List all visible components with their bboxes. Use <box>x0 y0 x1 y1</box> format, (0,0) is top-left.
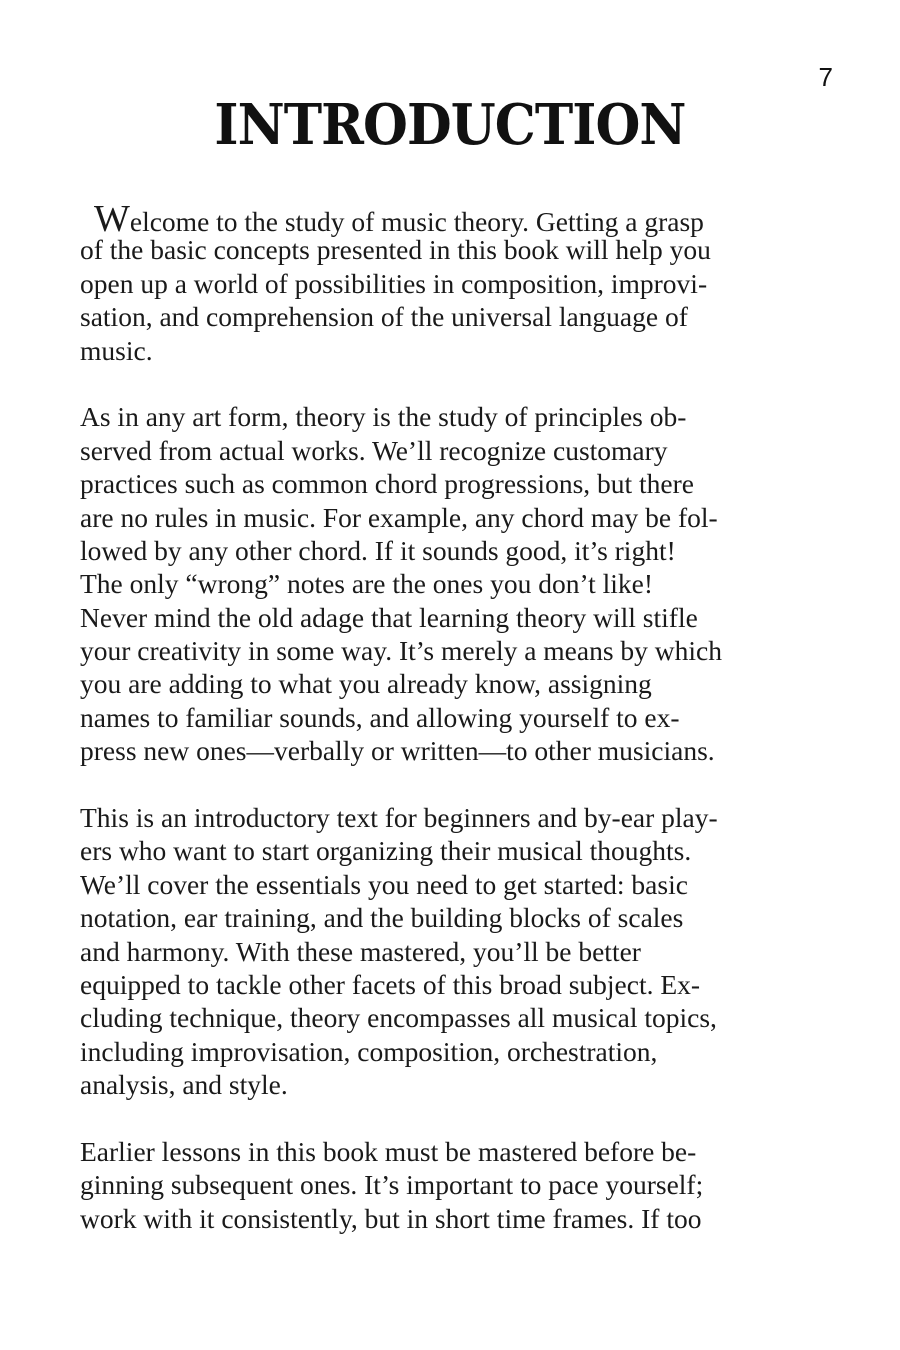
text-line: served from actual works. We’ll recognize customary <box>80 434 668 466</box>
text-line: We’ll cover the essentials you need to get started: basic <box>80 868 688 900</box>
paragraph-2 <box>80 400 840 767</box>
text-line: including improvisation, composition, orchestration, <box>80 1035 658 1067</box>
paragraph-3 <box>80 801 840 1102</box>
text-line: of the basic concepts presented in this book will help you <box>80 234 711 266</box>
text-line: Welcome to the study of music theory. Getting a grasp <box>94 198 704 240</box>
page-number: 7 <box>818 62 833 92</box>
paragraph-gap <box>80 367 840 400</box>
text-line: names to familiar sounds, and allowing yourself to ex- <box>80 701 680 733</box>
text-line: This is an introductory text for beginners and by-ear play- <box>80 802 718 834</box>
text-line: The only “wrong” notes are the ones you don’t like! <box>80 568 654 600</box>
text-line: and harmony. With these mastered, you’ll be better <box>80 935 641 967</box>
text-line: are no rules in music. For example, any chord may be fol- <box>80 501 718 533</box>
text-line: equipped to tackle other facets of this broad subject. Ex- <box>80 968 701 1000</box>
body-text <box>80 200 840 1235</box>
text-line: ginning subsequent ones. It’s important to pace yourself; <box>80 1169 704 1201</box>
paragraph-gap <box>80 768 840 801</box>
text-line: sation, and comprehension of the universal language of <box>80 301 688 333</box>
text-line: As in any art form, theory is the study of principles ob- <box>80 401 687 433</box>
paragraph-4 <box>80 1135 840 1235</box>
text-line: Earlier lessons in this book must be mastered before be- <box>80 1135 697 1167</box>
text-line: press new ones—verbally or written—to other musicians. <box>80 735 715 767</box>
paragraph-1 <box>80 200 840 367</box>
text-line: Never mind the old adage that learning theory will stifle <box>80 601 698 633</box>
text-line: practices such as common chord progressions, but there <box>80 468 694 500</box>
text-line: analysis, and style. <box>80 1069 288 1101</box>
text-line: open up a world of possibilities in composition, improvi- <box>80 267 708 299</box>
text-line: work with it consistently, but in short time frames. If too <box>80 1202 702 1234</box>
text-line: you are adding to what you already know, assigning <box>80 668 652 700</box>
text-line: notation, ear training, and the building blocks of scales <box>80 902 684 934</box>
text-line: lowed by any other chord. If it sounds good, it’s right! <box>80 534 676 566</box>
text-line: music. <box>80 334 153 366</box>
page-title: INTRODUCTION <box>214 92 686 158</box>
text-line: your creativity in some way. It’s merely a means by which <box>80 635 722 667</box>
drop-cap: W <box>94 198 130 240</box>
text-line: ers who want to start organizing their musical thoughts. <box>80 835 692 867</box>
text-line: cluding technique, theory encompasses all musical topics, <box>80 1002 717 1034</box>
paragraph-gap <box>80 1102 840 1135</box>
